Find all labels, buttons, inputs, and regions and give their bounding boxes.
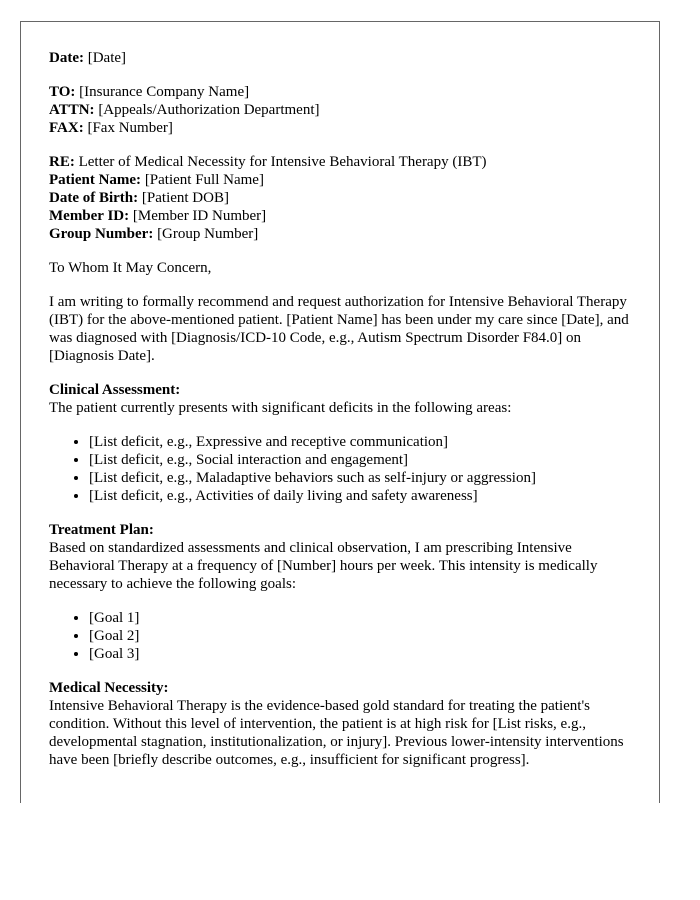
group-number-value: [Group Number]: [157, 226, 259, 242]
medical-necessity-section: [49, 679, 639, 769]
letter-body: [49, 49, 639, 769]
deficit-item: • [List deficit, e.g., Maladaptive behaviors such as self-injury or aggression]: [89, 469, 639, 487]
re-value: Letter of Medical Necessity for Intensive Behavioral Therapy (IBT): [78, 154, 487, 170]
medical-necessity-text: Intensive Behavioral Therapy is the evidence-based gold standard for treating the patient's condition. Without this level of intervention, the patient is at high risk for [List risks, e.g., developmental stagnation, institutionalization, or injury]. Previous lower-intensity interventions have been [briefly describe outcomes, e.g., insufficient for significant progress].: [49, 698, 624, 768]
re-label: RE:: [49, 154, 75, 170]
date-line: [49, 49, 639, 67]
goal-item: • [Goal 2]: [89, 627, 639, 645]
salutation: To Whom It May Concern,: [49, 260, 212, 276]
attn-value: [Appeals/Authorization Department]: [98, 102, 320, 118]
deficit-item: • [List deficit, e.g., Expressive and receptive communication]: [89, 433, 639, 451]
treatment-plan-text: Based on standardized assessments and clinical observation, I am prescribing Intensive Behavioral Therapy at a frequency of [Number] hours per week. This intensity is medically necessary to achieve the following goals:: [49, 540, 598, 592]
intro-paragraph: I am writing to formally recommend and request authorization for Intensive Behavioral Therapy (IBT) for the above-mentioned patient. [Patient Name] has been under my care since [Date], and was diagnosed with [Diagnosis/ICD-10 Code, e.g., Autism Spectrum Disorder F84.0] on [Diagnosis Date].: [49, 294, 629, 364]
to-label: TO:: [49, 84, 76, 100]
dob-value: [Patient DOB]: [141, 190, 229, 206]
member-id-label: Member ID:: [49, 208, 130, 224]
goal-item: • [Goal 3]: [89, 645, 639, 663]
dob-line: [49, 189, 639, 207]
treatment-plan-heading: Treatment Plan:: [49, 522, 154, 538]
fax-label: FAX:: [49, 120, 84, 136]
clinical-assessment-section: [49, 381, 639, 505]
patient-name-line: [49, 171, 639, 189]
goal-item: • [Goal 1]: [89, 609, 639, 627]
deficit-item: • [List deficit, e.g., Activities of daily living and safety awareness]: [89, 487, 639, 505]
to-line: [49, 83, 639, 101]
deficit-item: • [List deficit, e.g., Social interaction and engagement]: [89, 451, 639, 469]
date-block: [49, 49, 639, 67]
patient-name-value: [Patient Full Name]: [144, 172, 264, 188]
recipient-block: [49, 83, 639, 137]
dob-label: Date of Birth:: [49, 190, 139, 206]
member-id-line: [49, 207, 639, 225]
medical-necessity-heading: Medical Necessity:: [49, 680, 169, 696]
group-number-line: [49, 225, 639, 243]
treatment-plan-section: [49, 521, 639, 663]
member-id-value: [Member ID Number]: [132, 208, 267, 224]
clinical-assessment-text: The patient currently presents with significant deficits in the following areas:: [49, 400, 512, 416]
date-label: Date:: [49, 50, 84, 66]
deficit-list: [49, 433, 639, 505]
reference-block: [49, 153, 639, 243]
to-value: [Insurance Company Name]: [79, 84, 250, 100]
clinical-assessment-heading: Clinical Assessment:: [49, 382, 181, 398]
fax-line: [49, 119, 639, 137]
attn-label: ATTN:: [49, 102, 95, 118]
fax-value: [Fax Number]: [87, 120, 173, 136]
date-value: [Date]: [87, 50, 127, 66]
attn-line: [49, 101, 639, 119]
group-number-label: Group Number:: [49, 226, 154, 242]
re-line: [49, 153, 639, 171]
goal-list: [49, 609, 639, 663]
patient-name-label: Patient Name:: [49, 172, 142, 188]
